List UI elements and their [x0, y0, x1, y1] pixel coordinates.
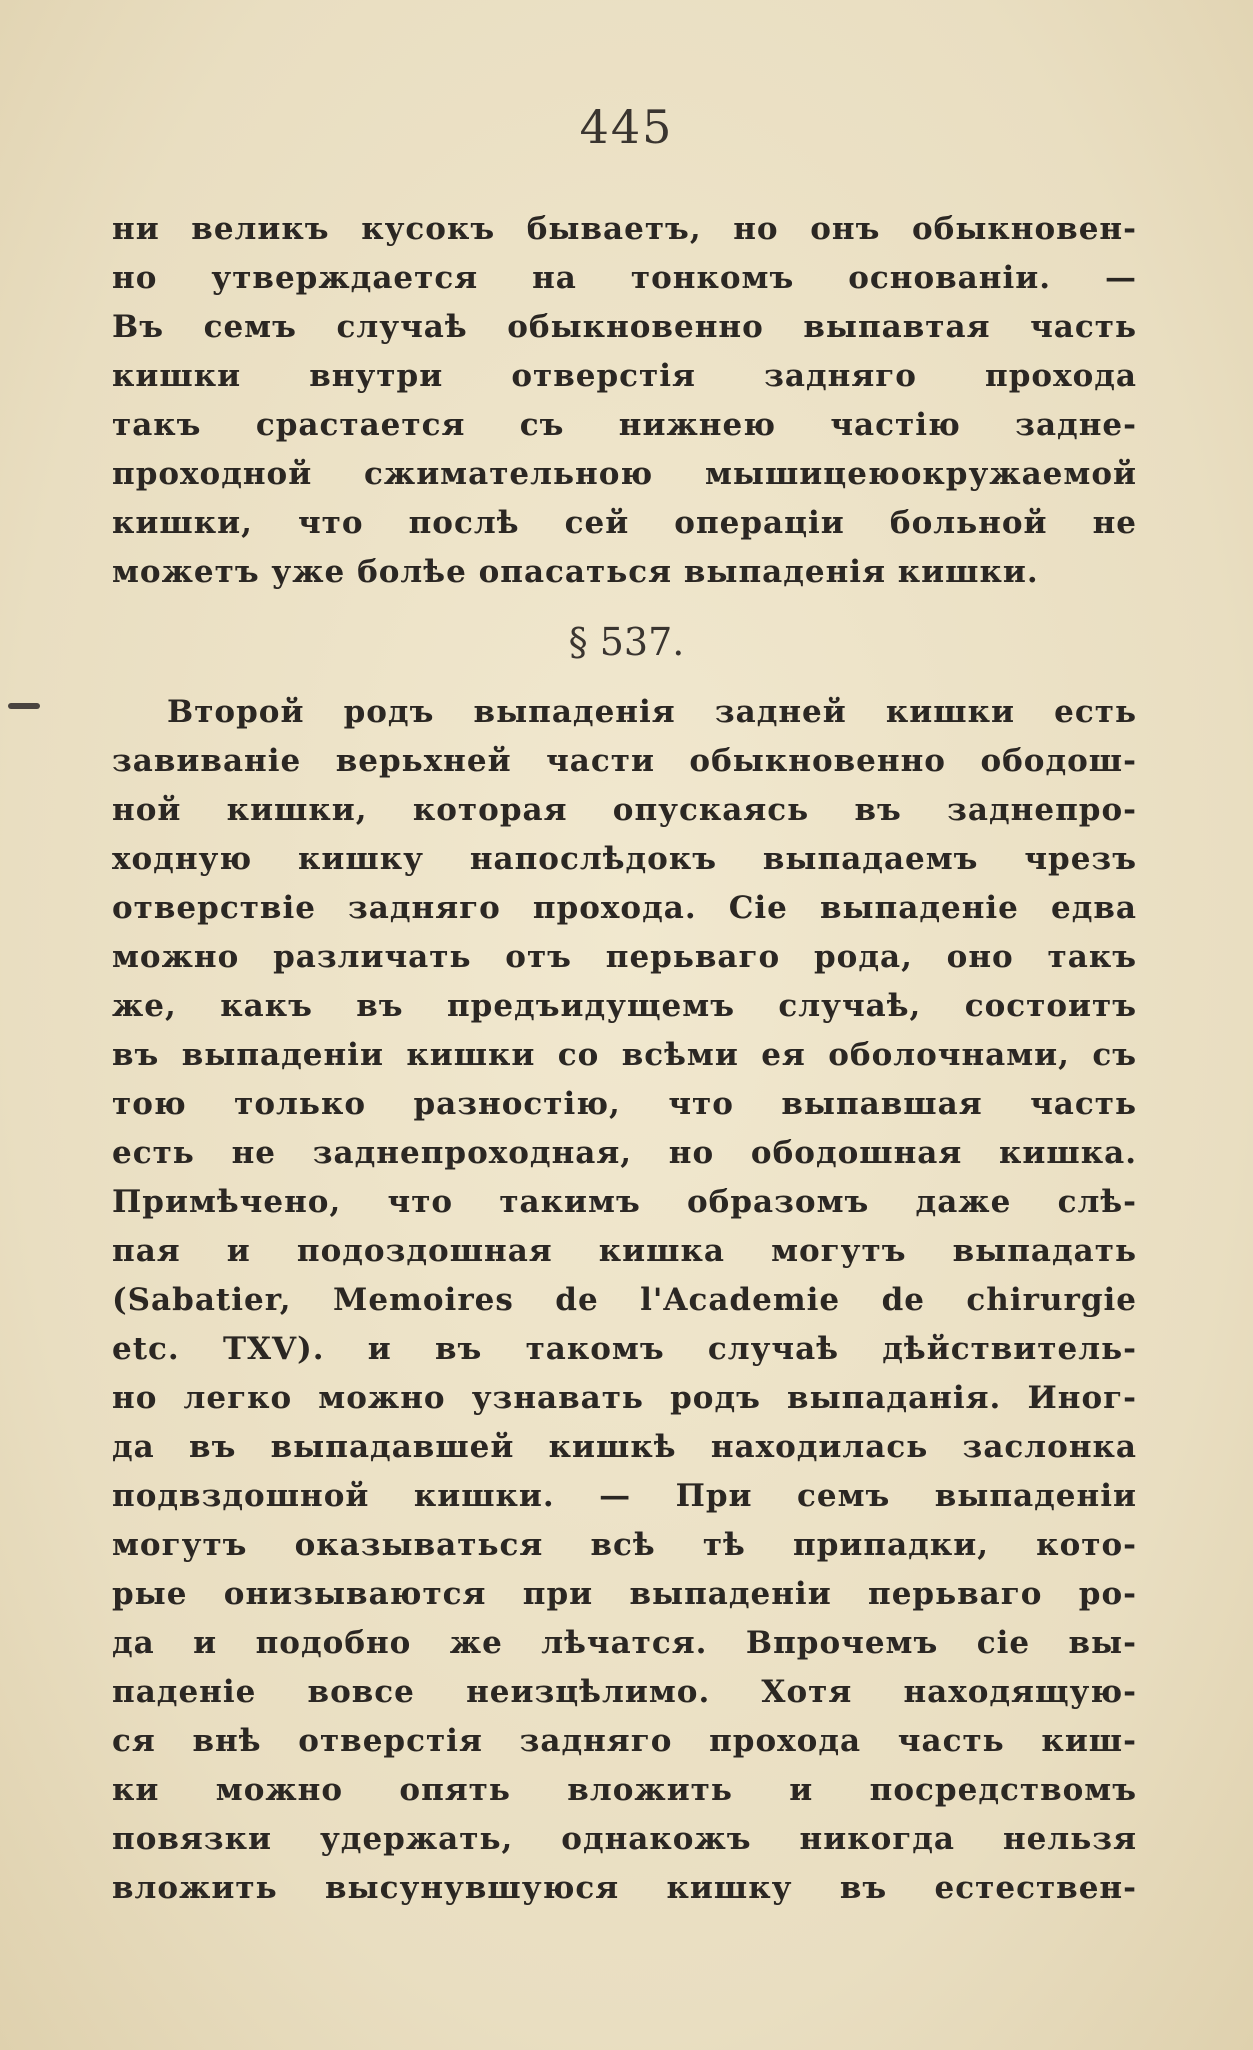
text-line: ся внѣ отверстія задняго прохода часть киш-: [112, 1723, 1137, 1759]
text-line: проходной сжимательною мышицеюокружаемой: [112, 456, 1137, 492]
text-line: кишки внутри отверстія задняго прохода: [112, 358, 1137, 394]
text-line: кишки, что послѣ сей операціи больной не: [112, 505, 1137, 541]
text-line: отверствіе задняго прохода. Сіе выпаденіе едва: [112, 890, 1137, 926]
page-number: 445: [579, 100, 674, 154]
text-line: можно различать отъ перьваго рода, оно такъ: [112, 939, 1137, 975]
text-line: такъ срастается съ нижнею частію задне-: [112, 407, 1137, 443]
text-line: но легко можно узнавать родъ выпаданія. Иног-: [112, 1380, 1137, 1416]
text-line: ходную кишку напослѣдокъ выпадаемъ чрезъ: [112, 841, 1137, 877]
text-line: но утверждается на тонкомъ основаніи. —: [112, 260, 1137, 296]
section-heading: § 537.: [568, 620, 685, 664]
text-line: паденіе вовсе неизцѣлимо. Хотя находящую-: [112, 1674, 1137, 1710]
text-line: да въ выпадавшей кишкѣ находилась заслонка: [112, 1429, 1137, 1465]
text-line: есть не заднепроходная, но ободошная кишка.: [112, 1135, 1137, 1171]
text-line: вложить высунувшуюся кишку въ естествен-: [112, 1870, 1137, 1906]
text-line: Въ семъ случаѣ обыкновенно выпавтая часть: [112, 309, 1137, 345]
text-line: рые онизываются при выпаденіи перьваго ро-: [112, 1576, 1137, 1612]
text-line: etc. TXV). и въ такомъ случаѣ дѣйствитель-: [112, 1331, 1137, 1367]
paragraph-2: [112, 688, 1137, 1913]
text-line: Второй родъ выпаденія задней кишки есть: [167, 694, 1137, 730]
text-line: могутъ оказываться всѣ тѣ припадки, кото-: [112, 1527, 1137, 1563]
text-line: повязки удержать, однакожъ никогда нельзя: [112, 1821, 1137, 1857]
margin-mark: [8, 703, 40, 709]
paragraph-1: [112, 205, 1137, 597]
text-line: можетъ уже болѣе опасаться выпаденія кишки.: [112, 554, 1039, 590]
text-line: Примѣчено, что такимъ образомъ даже слѣ-: [112, 1184, 1137, 1220]
text-line: пая и подоздошная кишка могутъ выпадать: [112, 1233, 1137, 1269]
text-line: тою только разностію, что выпавшая часть: [112, 1086, 1137, 1122]
text-line: да и подобно же лѣчатся. Впрочемъ сіе вы-: [112, 1625, 1137, 1661]
text-line: ной кишки, которая опускаясь въ заднепро-: [112, 792, 1137, 828]
text-line: (Sabatier, Memoires de l'Academie de chirurgie: [112, 1282, 1137, 1318]
text-line: завиваніе верьхней части обыкновенно ободош-: [112, 743, 1137, 779]
text-line: ни великъ кусокъ бываетъ, но онъ обыкновен-: [112, 211, 1137, 247]
text-line: ки можно опять вложить и посредствомъ: [112, 1772, 1137, 1808]
text-line: подвздошной кишки. — При семъ выпаденіи: [112, 1478, 1137, 1514]
text-line: въ выпаденіи кишки со всѣми ея оболочнами, съ: [112, 1037, 1137, 1073]
text-line: же, какъ въ предъидущемъ случаѣ, состоитъ: [112, 988, 1137, 1024]
